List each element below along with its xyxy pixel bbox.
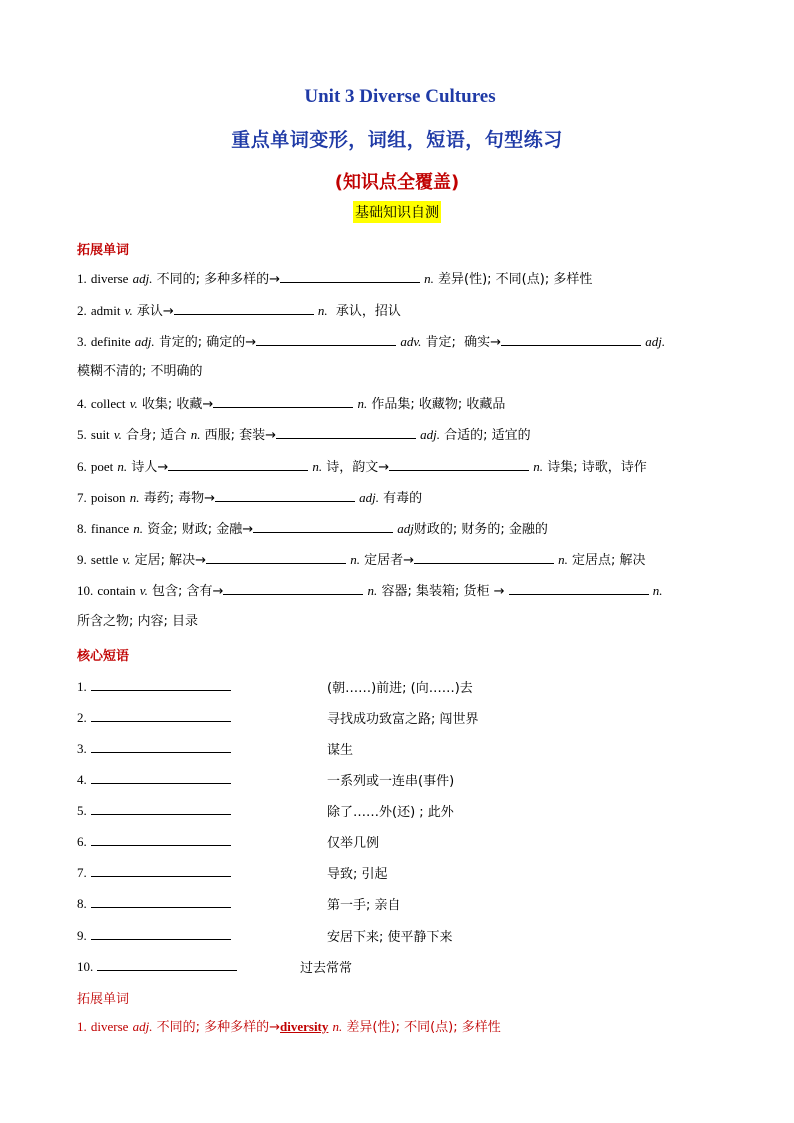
answer-blank[interactable] <box>509 581 649 595</box>
phrase-meaning-9: 安居下来; 使平静下来 <box>327 930 453 945</box>
answer-blank[interactable] <box>91 739 231 753</box>
answer-blank[interactable] <box>91 863 231 877</box>
word-item-2: 2. admit v. 承认→ n. 承认，招认 <box>77 303 401 319</box>
word-item-10: 10. contain v. 包含; 含有→ n. 容器; 集装箱; 货柜 → n. <box>77 583 663 599</box>
answer-blank[interactable] <box>174 301 314 315</box>
phrase-meaning-4: 一系列或一连串(事件) <box>327 774 455 789</box>
phrase-meaning-3: 谋生 <box>327 743 354 758</box>
phrase-item-10: 10. <box>77 957 237 975</box>
phrase-item-4: 4. <box>77 770 231 788</box>
phrase-item-1: 1. <box>77 677 231 695</box>
answer-blank[interactable] <box>389 457 529 471</box>
answer-blank[interactable] <box>276 425 416 439</box>
section-heading-phrases: 核心短语 <box>77 649 130 664</box>
page-subtitle: 重点单词变形，词组，短语，句型练习 <box>231 129 563 151</box>
answer-blank[interactable] <box>253 519 393 533</box>
phrase-meaning-7: 导致; 引起 <box>327 867 388 882</box>
word-item-3: 3. definite adj. 肯定的; 确定的→ adv. 肯定; 确实→ adj. <box>77 334 666 350</box>
answer-blank[interactable] <box>213 394 353 408</box>
answer-text: diversity <box>280 1019 329 1034</box>
answer-blank[interactable] <box>97 957 237 971</box>
word-item-9: 9. settle v. 定居; 解决→ n. 定居者→ n. 定居点; 解决 <box>77 552 646 568</box>
phrase-meaning-8: 第一手; 亲自 <box>327 898 401 913</box>
answer-blank[interactable] <box>215 488 355 502</box>
answer-blank[interactable] <box>414 550 554 564</box>
answer-blank[interactable] <box>91 926 231 940</box>
word-item-4: 4. collect v. 收集; 收藏→ n. 作品集; 收藏物; 收藏品 <box>77 396 506 412</box>
answer-blank[interactable] <box>91 770 231 784</box>
answer-blank[interactable] <box>91 832 231 846</box>
word-item-1: 1. diverse adj. 不同的; 多种多样的→ n. 差异(性); 不同(点); 多样性 <box>77 271 593 287</box>
word-item-6: 6. poet n. 诗人→ n. 诗，韵文→ n. 诗集; 诗歌，诗作 <box>77 459 647 475</box>
coverage-title: (知识点全覆盖) <box>334 172 460 193</box>
word-item-8: 8. finance n. 资金; 财政; 金融→ adj财政的; 财务的; 金融的 <box>77 521 548 537</box>
answer-blank[interactable] <box>91 708 231 722</box>
answer-section-heading: 拓展单词 <box>77 992 130 1007</box>
answer-blank[interactable] <box>168 457 308 471</box>
answer-blank[interactable] <box>256 332 396 346</box>
answer-blank[interactable] <box>91 801 231 815</box>
word-item-5: 5. suit v. 合身; 适合 n. 西服; 套装→ adj. 合适的; 适宜的 <box>77 427 531 443</box>
answer-blank[interactable] <box>501 332 641 346</box>
phrase-item-9: 9. <box>77 926 231 944</box>
answer-blank[interactable] <box>223 581 363 595</box>
answer-blank[interactable] <box>206 550 346 564</box>
phrase-meaning-5: 除了……外(还) ; 此外 <box>327 805 454 820</box>
section-heading-words: 拓展单词 <box>77 243 130 258</box>
phrase-meaning-2: 寻找成功致富之路; 闯世界 <box>327 712 479 727</box>
answer-item-1: 1. diverse adj. 不同的; 多种多样的→diversity n. 差异(性); 不同(点); 多样性 <box>77 1019 501 1035</box>
phrase-meaning-10: 过去常常 <box>300 961 353 976</box>
word-item-7: 7. poison n. 毒药; 毒物→ adj. 有毒的 <box>77 490 423 506</box>
phrase-item-8: 8. <box>77 894 231 912</box>
phrase-item-6: 6. <box>77 832 231 850</box>
phrase-meaning-1: (朝……)前进; (向……)去 <box>327 681 473 696</box>
self-test-badge: 基础知识自测 <box>353 201 441 223</box>
phrase-item-2: 2. <box>77 708 231 726</box>
answer-blank[interactable] <box>280 269 420 283</box>
answer-blank[interactable] <box>91 894 231 908</box>
word-item-10-wrap: 所含之物; 内容; 目录 <box>77 614 199 629</box>
word-item-3-wrap: 模糊不清的; 不明确的 <box>77 364 203 379</box>
phrase-item-5: 5. <box>77 801 231 819</box>
unit-title: Unit 3 Diverse Cultures <box>304 86 496 107</box>
phrase-item-3: 3. <box>77 739 231 757</box>
answer-blank[interactable] <box>91 677 231 691</box>
phrase-item-7: 7. <box>77 863 231 881</box>
phrase-meaning-6: 仅举几例 <box>327 836 380 851</box>
